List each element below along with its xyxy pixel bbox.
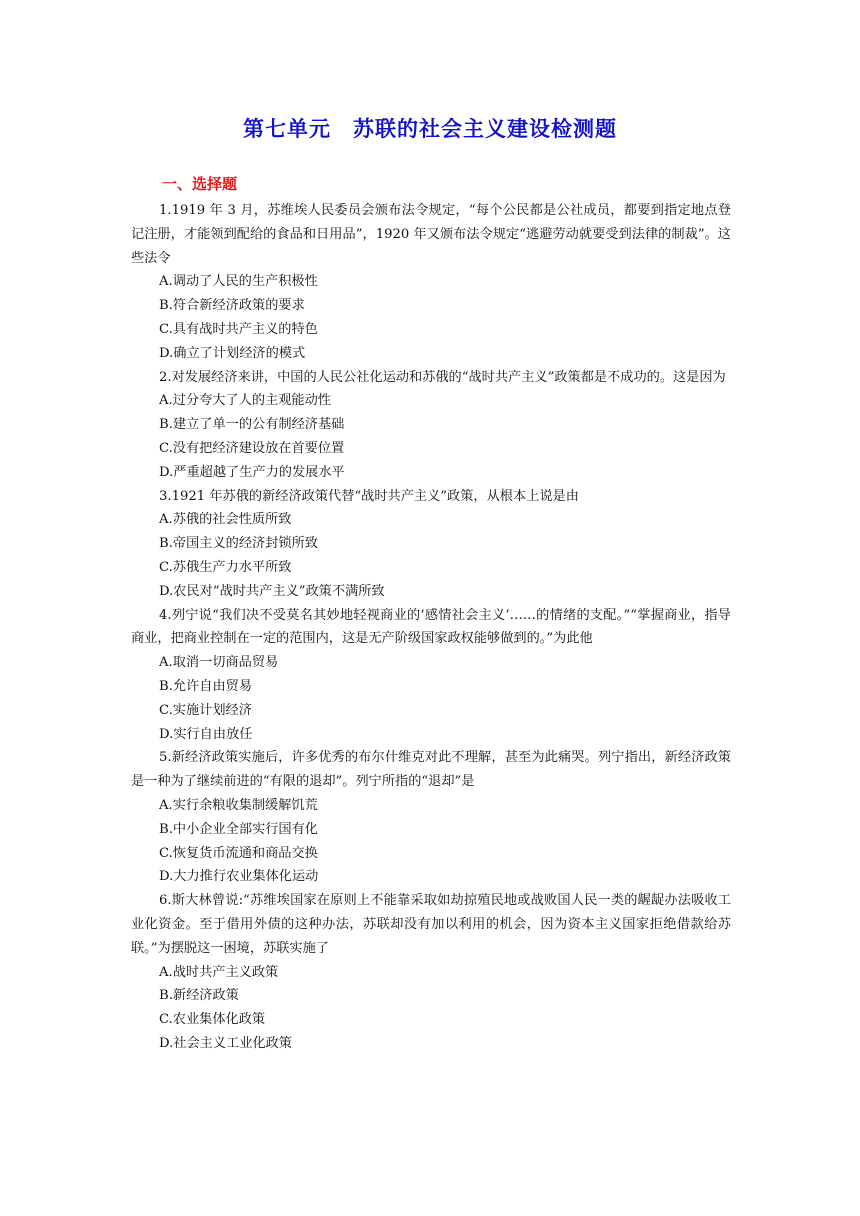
option-d: D.大力推行农业集体化运动 (159, 869, 319, 885)
option-c: C.具有战时共产主义的特色 (159, 321, 318, 337)
option-b: B.新经济政策 (159, 988, 239, 1004)
option-b: B.建立了单一的公有制经济基础 (159, 417, 345, 433)
question-6 (131, 889, 731, 1056)
option-c: C.没有把经济建设放在首要位置 (159, 440, 345, 456)
option-c: C.农业集体化政策 (159, 1012, 266, 1028)
question-stem: 4.列宁说“我们决不受莫名其妙地轻视商业的‘感情社会主义’……的情绪的支配。”“掌握商业，指导商业，把商业控制在一定的范围内，这是无产阶级国家政权能够做到的。”为此他 (131, 607, 731, 647)
option-a: A.苏俄的社会性质所致 (159, 512, 292, 528)
question-stem: 5.新经济政策实施后，许多优秀的布尔什维克对此不理解，甚至为此痛哭。列宁指出，新经济政策是一种为了继续前进的“有限的退却”。列宁所指的“退却”是 (131, 750, 731, 790)
option-a: A.调动了人民的生产积极性 (159, 274, 318, 290)
question-stem: 1.1919 年 3 月，苏维埃人民委员会颁布法令规定，“每个公民都是公社成员，都要到指定地点登记注册，才能领到配给的食品和日用品”，1920 年又颁布法令规定“逃避劳动就要受到法律的制裁”。这些法令 (131, 203, 731, 266)
question-stem: 3.1921 年苏俄的新经济政策代替“战时共产主义”政策，从根本上说是由 (159, 488, 579, 504)
option-c: C.苏俄生产力水平所致 (159, 559, 292, 575)
option-a: A.取消一切商品贸易 (159, 655, 279, 671)
option-b: B.符合新经济政策的要求 (159, 298, 305, 314)
question-4 (131, 604, 731, 747)
option-d: D.实行自由放任 (159, 726, 253, 742)
option-d: D.确立了计划经济的模式 (159, 345, 306, 361)
option-c: C.实施计划经济 (159, 702, 252, 718)
question-3 (131, 485, 731, 604)
option-c: C.恢复货币流通和商品交换 (159, 845, 318, 861)
question-1 (131, 199, 731, 366)
option-a: A.战时共产主义政策 (159, 964, 279, 980)
option-a: A.过分夸大了人的主观能动性 (159, 393, 331, 409)
option-a: A.实行余粮收集制缓解饥荒 (159, 797, 318, 813)
question-5 (131, 746, 731, 889)
question-2 (131, 366, 731, 485)
option-b: B.中小企业全部实行国有化 (159, 821, 318, 837)
option-d: D.农民对“战时共产主义”政策不满所致 (159, 583, 385, 599)
option-b: B.允许自由贸易 (159, 678, 253, 694)
question-stem: 2.对发展经济来讲，中国的人民公社化运动和苏俄的“战时共产主义”政策都是不成功的。这是因为 (159, 369, 726, 385)
question-list (131, 199, 731, 1056)
option-b: B.帝国主义的经济封锁所致 (159, 536, 318, 552)
option-d: D.严重超越了生产力的发展水平 (159, 464, 345, 480)
option-d: D.社会主义工业化政策 (159, 1035, 292, 1051)
page-title: 第七单元 苏联的社会主义建设检测题 (243, 117, 617, 141)
question-stem: 6.斯大林曾说:“苏维埃国家在原则上不能靠采取如劫掠殖民地或战败国人民一类的龌龊办法吸收工业化资金。至于借用外债的这种办法，苏联却没有加以利用的机会，因为资本主义国家拒绝借款给苏联。”为摆脱这一困境，苏联实施了 (131, 893, 731, 956)
section-heading: 一、选择题 (162, 175, 238, 193)
